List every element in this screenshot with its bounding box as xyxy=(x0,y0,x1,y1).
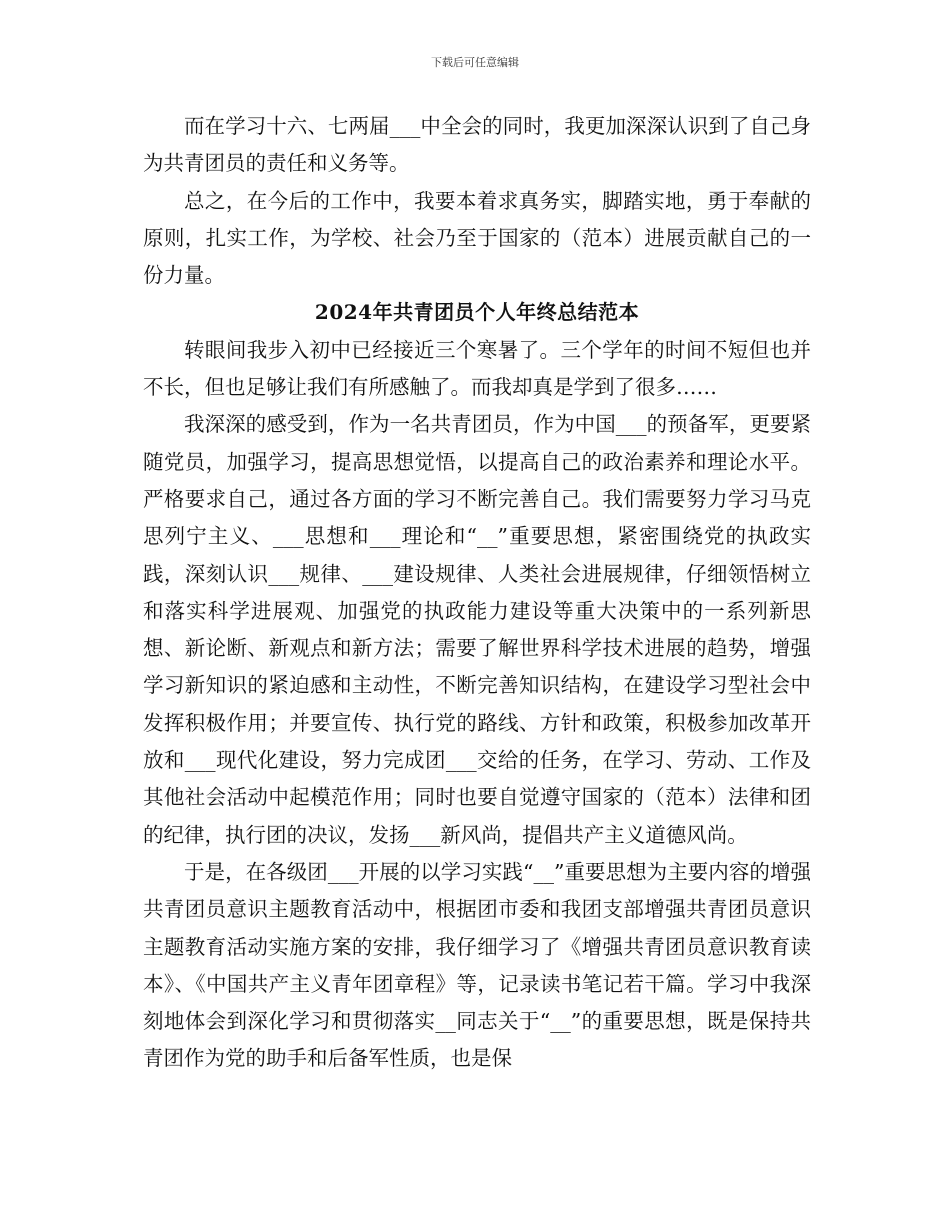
paragraph-2: 总之，在今后的工作中，我要本着求真务实，脚踏实地，勇于奉献的原则，扎实工作，为学校、社会乃至于国家的（范本）进展贡献自己的一份力量。 xyxy=(143,188,811,288)
section-title: 2024年共青团员个人年终总结范本 xyxy=(314,300,640,325)
paragraph-4: 我深深的感受到，作为一名共青团员，作为中国___的预备军，更要紧随党员，加强学习，提高思想觉悟，以提高自己的政治素养和理论水平。严格要求自己，通过各方面的学习不断完善自己。我们需要努力学习马克思列宁主义、___思想和___理论和“__”重要思想，紧密围绕党的执政实践，深刻认识___规律、___建设规律、人类社会进展规律，仔细领悟树立和落实科学进展观、加强党的执政能力建设等重大决策中的一系列新思想、新论断、新观点和新方法；需要了解世界科学技术进展的趋势，增强学习新知识的紧迫感和主动性，不断完善知识结构，在建设学习型社会中发挥积极作用；并要宣传、执行党的路线、方针和政策，积极参加改革开放和___现代化建设，努力完成团___交给的任务，在学习、劳动、工作及其他社会活动中起模范作用；同时也要自觉遵守国家的（范本）法律和团的纪律，执行团的决议，发扬___新风尚，提倡共产主义道德风尚。 xyxy=(143,412,811,847)
page-header-note: 下载后可任意编辑 xyxy=(431,56,519,69)
paragraph-5: 于是，在各级团___开展的以学习实践“__”重要思想为主要内容的增强共青团员意识主题教育活动中，根据团市委和我团支部增强共青团员意识主题教育活动实施方案的安排，我仔细学习了《增强共青团员意识教育读本》、《中国共产主义青年团章程》等，记录读书笔记若干篇。学习中我深刻地体会到深化学习和贯彻落实__同志关于“__”的重要思想，既是保持共青团作为党的助手和后备军性质，也是保 xyxy=(143,859,811,1071)
document-body xyxy=(143,108,811,1078)
paragraph-1: 而在学习十六、七两届___中全会的同时，我更加深深认识到了自己身为共青团员的责任和义务等。 xyxy=(143,114,811,176)
paragraph-3: 转眼间我步入初中已经接近三个寒暑了。三个学年的时间不短但也并不长，但也足够让我们有所感触了。而我却真是学到了很多…… xyxy=(143,337,811,400)
